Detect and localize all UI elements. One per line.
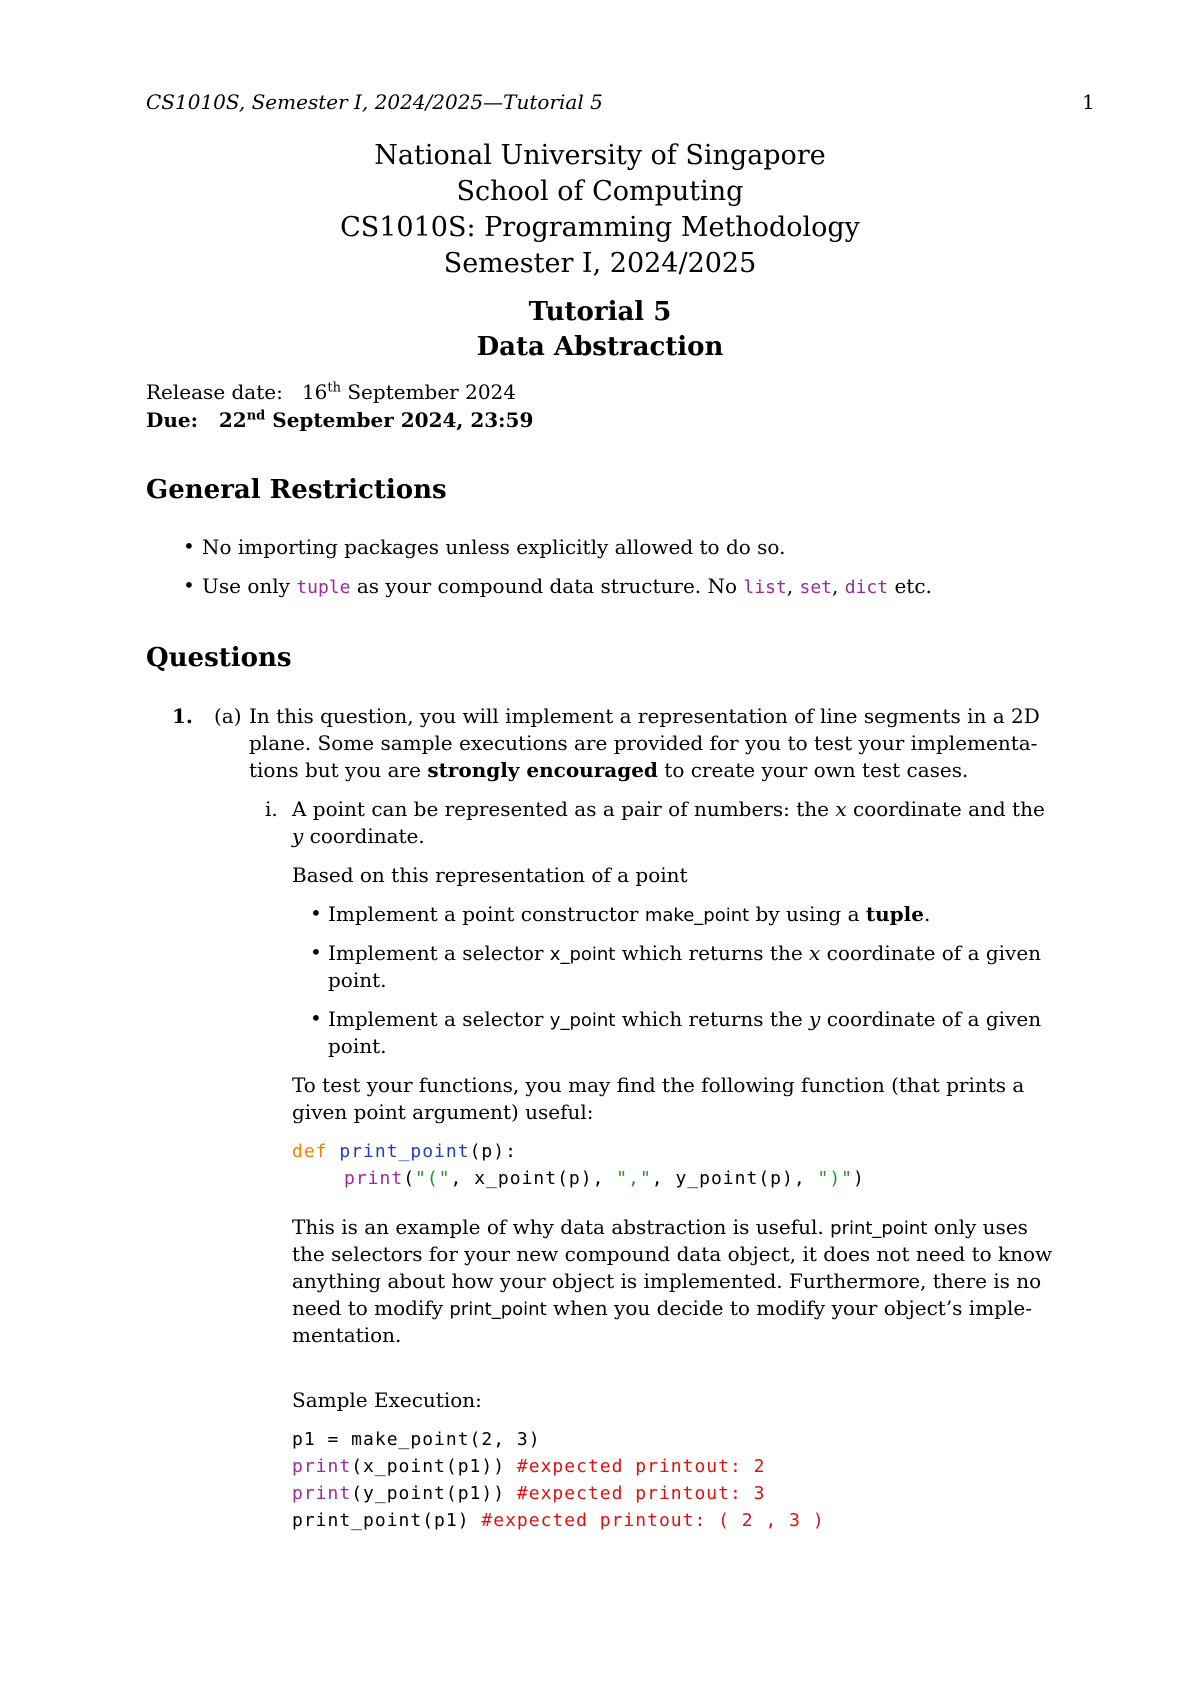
bullet-icon: • — [310, 901, 322, 925]
due-date-suffix: nd — [246, 408, 266, 424]
part-label: (a) — [214, 704, 242, 728]
due-date — [146, 408, 533, 432]
part-line: plane. Some sample executions are provided for you to test your implementa- — [249, 731, 1038, 755]
code-line: print("(", x_point(p), ",", y_point(p), ")") — [344, 1168, 865, 1189]
code-tuple: tuple — [296, 577, 351, 598]
restrictions-heading: General Restrictions — [146, 475, 447, 505]
page-number: 1 — [1082, 90, 1095, 114]
release-date — [146, 380, 516, 404]
explanation-line: This is an example of why data abstraction is useful. print_point only uses — [292, 1215, 1028, 1239]
question-number: 1. — [172, 704, 193, 728]
release-date-label: Release date: — [146, 380, 283, 404]
semester-name: Semester I, 2024/2025 — [443, 248, 757, 279]
school-name: School of Computing — [456, 176, 744, 207]
explanation-line: anything about how your object is implemented. Furthermore, there is no — [292, 1269, 1042, 1293]
due-date-rest: September 2024, 23:59 — [265, 408, 534, 432]
emphasis-strongly-encouraged: strongly encouraged — [427, 758, 658, 782]
code-line: p1 = make_point(2, 3) — [292, 1429, 541, 1450]
sample-execution-label: Sample Execution: — [292, 1388, 482, 1412]
subpart-label: i. — [265, 797, 278, 821]
part-line: tions but you are strongly encouraged to create your own test cases. — [249, 758, 969, 782]
code-dict: dict — [844, 577, 889, 598]
subpart-line: y coordinate. — [292, 824, 425, 848]
bullet-icon: • — [183, 534, 195, 558]
based-on-text: Based on this representation of a point — [292, 863, 688, 887]
bullet-icon: • — [310, 1006, 322, 1030]
explanation-line: mentation. — [292, 1323, 402, 1347]
tutorial-topic: Data Abstraction — [476, 332, 724, 362]
code-line: print(y_point(p1)) #expected printout: 3 — [292, 1483, 766, 1504]
code-list: list — [743, 577, 787, 598]
running-header-title: CS1010S, Semester I, 2024/2025—Tutorial 5 — [146, 90, 603, 114]
code-set: set — [799, 577, 833, 598]
explanation-line: need to modify print_point when you decide to modify your object’s imple- — [292, 1296, 1032, 1320]
task-item-cont: point. — [328, 1034, 387, 1058]
due-date-label: Due: — [146, 408, 198, 432]
bullet-icon: • — [310, 940, 322, 964]
restriction-item: No importing packages unless explicitly allowed to do so. — [202, 535, 786, 559]
code-line: def print_point(p): — [292, 1141, 517, 1162]
bullet-icon: • — [183, 573, 195, 597]
task-item-cont: point. — [328, 968, 387, 992]
tutorial-title: Tutorial 5 — [528, 297, 672, 327]
explanation-line: the selectors for your new compound data object, it does not need to know — [292, 1242, 1053, 1266]
task-item: Implement a point constructor make_point by using a tuple. — [328, 902, 931, 926]
questions-heading: Questions — [146, 643, 292, 673]
code-line: print_point(p1) #expected printout: ( 2 , 3 ) — [292, 1510, 825, 1531]
course-name: CS1010S: Programming Methodology — [340, 212, 860, 243]
code-line: print(x_point(p1)) #expected printout: 2 — [292, 1456, 766, 1477]
task-item: Implement a selector y_point which returns the y coordinate of a given — [328, 1007, 1042, 1031]
release-date-day: 16 — [301, 380, 328, 404]
test-text: given point argument) useful: — [292, 1100, 594, 1124]
part-line: In this question, you will implement a representation of line segments in a 2D — [249, 704, 1040, 728]
restriction-item: Use only tuple as your compound data structure. No list, set, dict etc. — [202, 574, 932, 598]
task-item: Implement a selector x_point which returns the x coordinate of a given — [328, 941, 1042, 965]
release-date-suffix: th — [327, 380, 341, 396]
due-date-day: 22 — [218, 408, 247, 432]
subpart-line: A point can be represented as a pair of numbers: the x coordinate and the — [292, 797, 1045, 821]
test-text: To test your functions, you may find the following function (that prints a — [292, 1073, 1025, 1097]
release-date-rest: September 2024 — [341, 380, 516, 404]
university-name: National University of Singapore — [374, 140, 826, 171]
